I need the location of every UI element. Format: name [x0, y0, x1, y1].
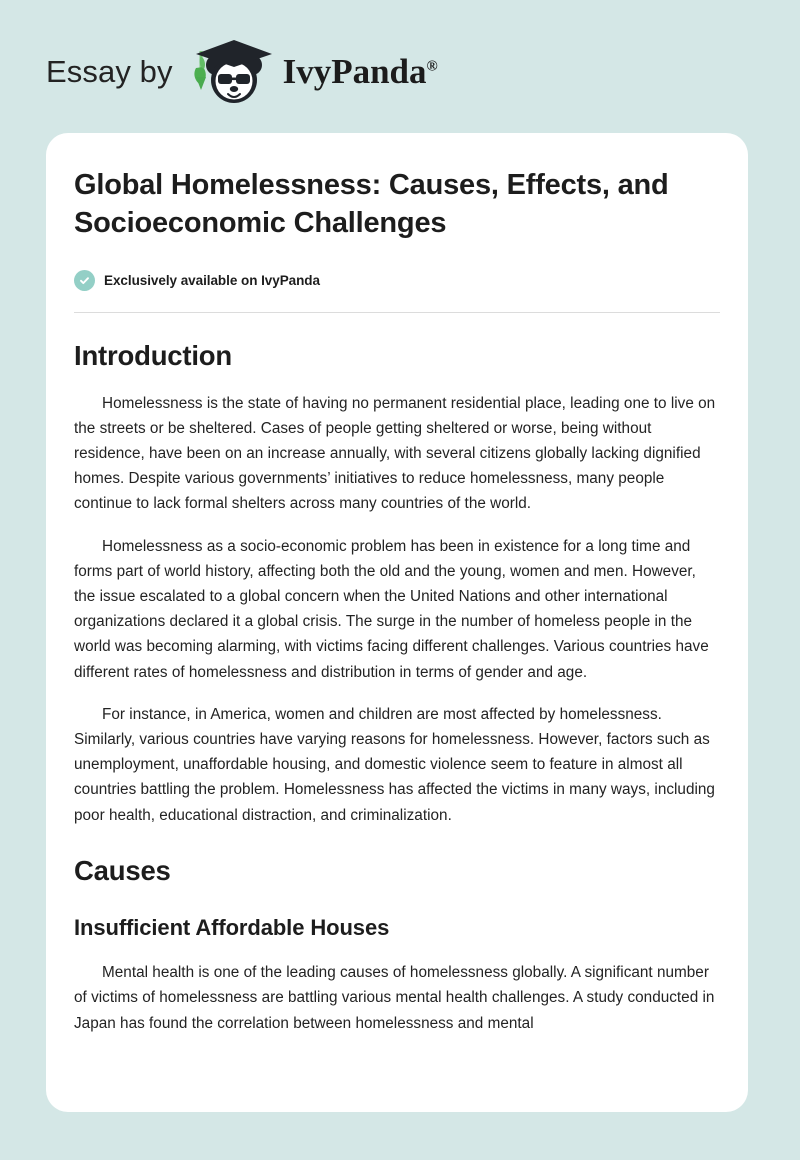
- section-heading-causes: Causes: [74, 854, 171, 886]
- status-badge: [74, 270, 720, 291]
- essay-by-label: Essay by: [46, 53, 173, 89]
- check-circle-icon: [74, 270, 95, 291]
- wordmark-text: IvyPanda: [282, 51, 427, 91]
- brand-header: [46, 34, 438, 108]
- paragraph: For instance, in America, women and children are most affected by homelessness. Similarly, various countries have varying reasons for homelessness. However, factors such as unemployment, unaffordable housing, and domestic violence seem to feature in almost all countries battling the problem. Homelessness has affected the victims in many ways, including poor health, educational distraction, and criminalization.: [74, 705, 715, 824]
- essay-card: [46, 133, 748, 1112]
- paragraph: Homelessness is the state of having no permanent residential place, leading one to live on the streets or be sheltered. Cases of people getting sheltered or worse, being without residence, have been on an increase annually, with several citizens globally lacking dignified homes. Despite various governments’ initiatives to reduce homelessness, many people continue to lack formal shelters across many countries of the world.: [74, 394, 716, 513]
- section-heading-introduction: Introduction: [74, 339, 232, 371]
- ivypanda-panda-logo-icon: [183, 34, 275, 108]
- status-badge-label: Exclusively available on IvyPanda: [104, 272, 320, 288]
- paragraph: Mental health is one of the leading causes of homelessness globally. A significant number of victims of homelessness are battling various mental health challenges. A study conducted in Japan has found the correlation between homelessness and mental: [74, 964, 715, 1032]
- page-title: Global Homelessness: Causes, Effects, and Socioeconomic Challenges: [74, 169, 669, 240]
- paragraph: Homelessness as a socio-economic problem has been in existence for a long time and forms part of world history, affecting both the old and the young, women and men. However, the issue escalated to a global concern when the United Nations and other international organizations declared it a global crisis. The surge in the number of homeless people in the world was becoming alarming, with victims facing different challenges. Various countries have different rates of homelessness and distribution in terms of gender and age.: [74, 537, 709, 681]
- essay-content: [46, 133, 748, 1036]
- sub-heading-insufficient-affordable-houses: Insufficient Affordable Houses: [74, 914, 390, 940]
- registered-trademark-icon: ®: [426, 57, 438, 74]
- header-divider: [74, 312, 720, 313]
- ivypanda-wordmark: [282, 51, 438, 91]
